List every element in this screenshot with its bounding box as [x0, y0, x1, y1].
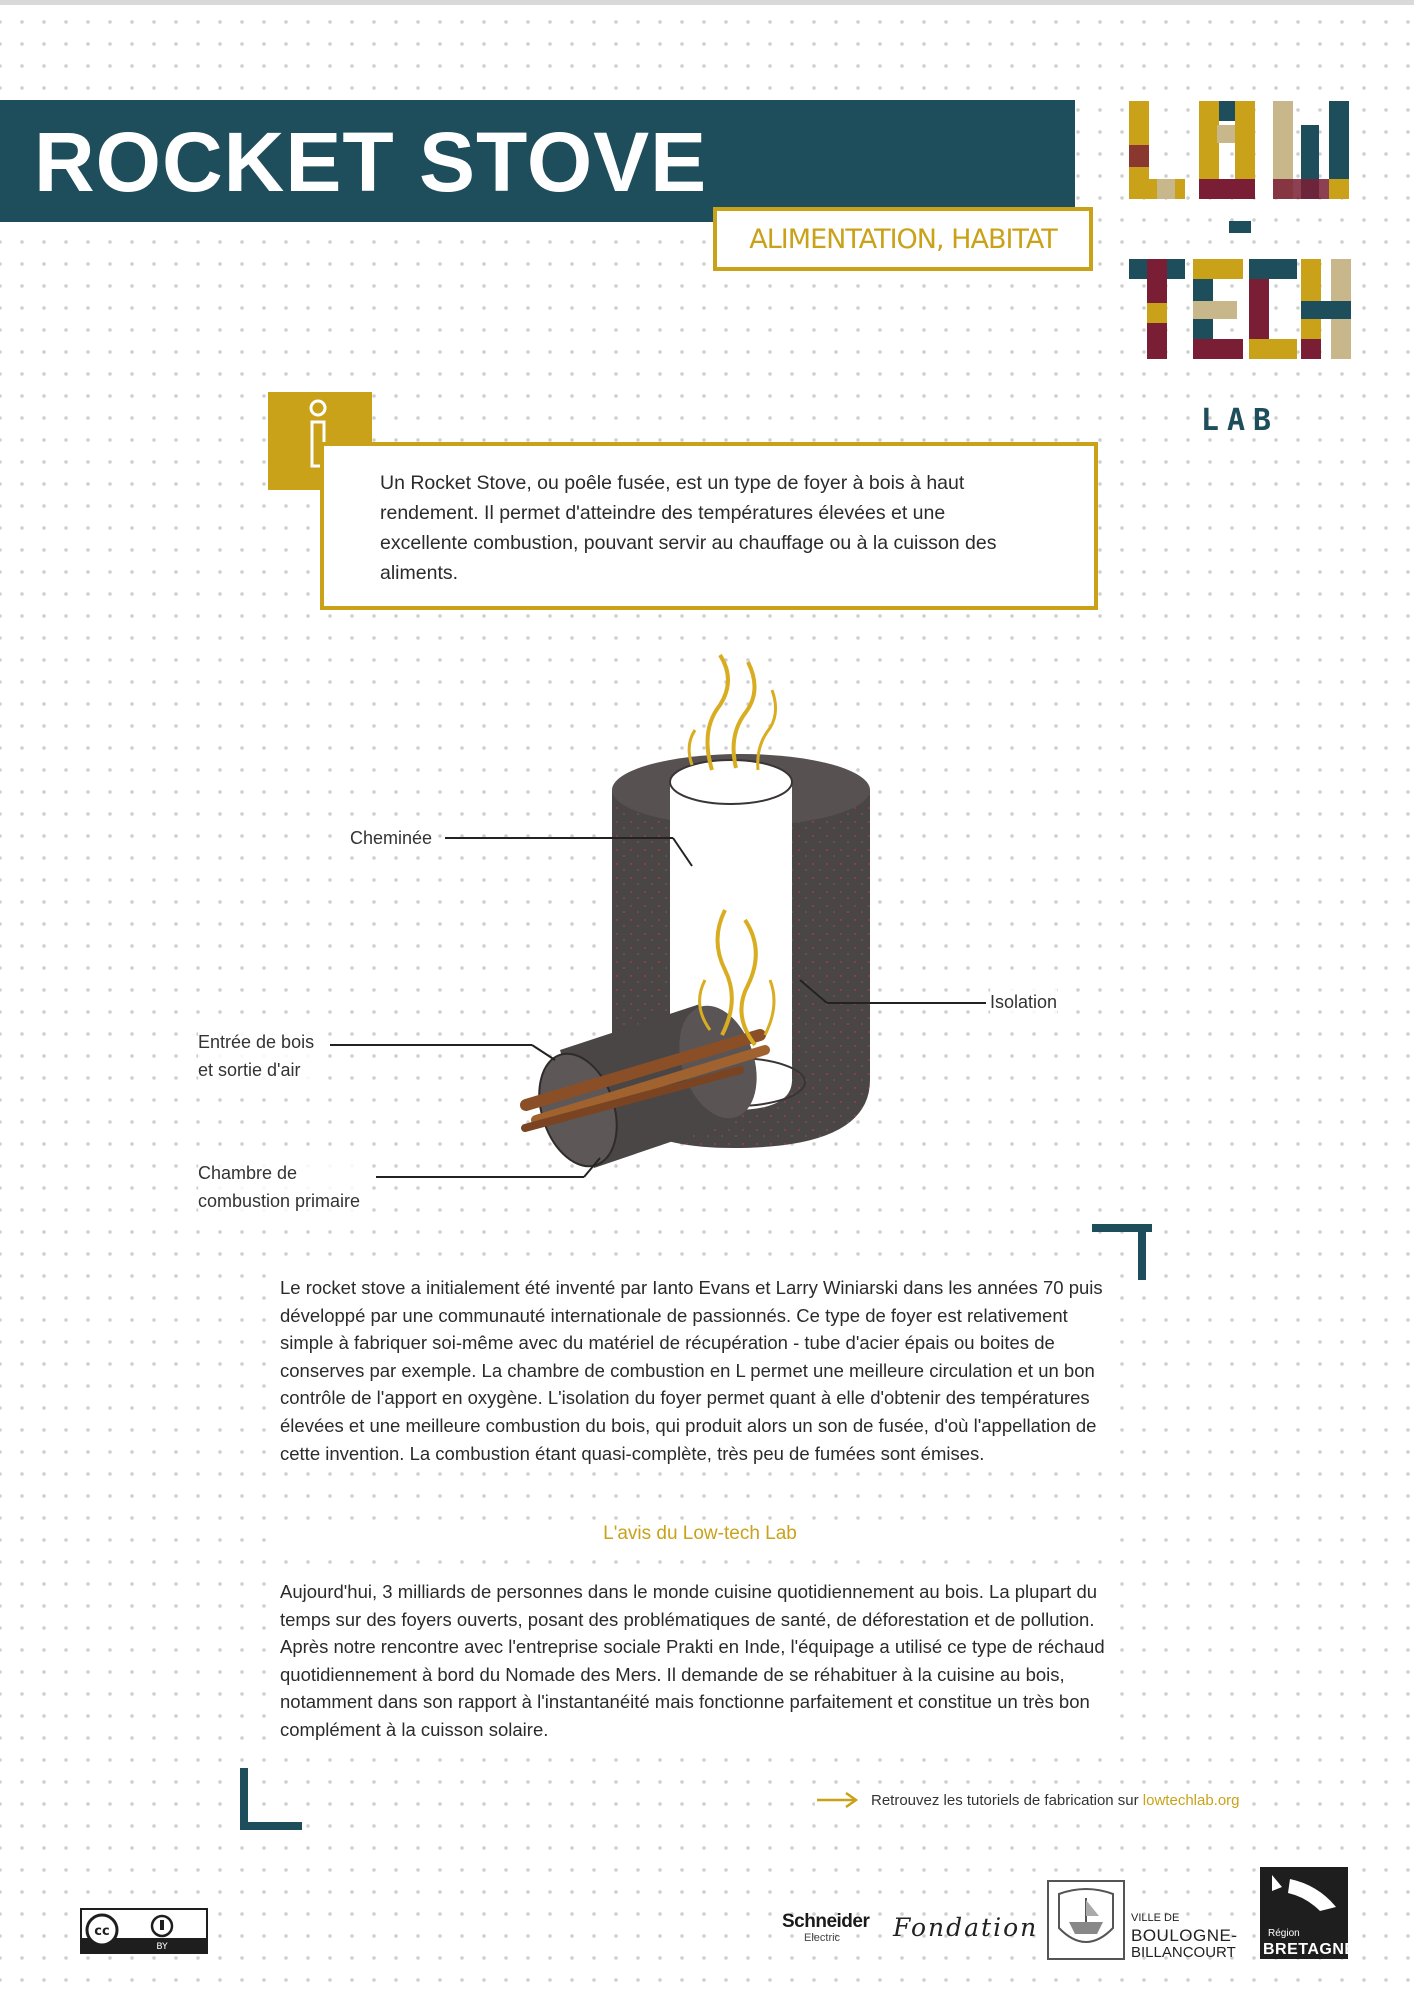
label-wood-inlet: [198, 1028, 314, 1084]
low-tech-lab-logo: [1125, 95, 1355, 440]
rocket-stove-diagram: [180, 650, 1120, 1210]
label-chimney: Cheminée: [350, 824, 432, 852]
body-paragraph-1: Le rocket stove a initialement été inventé par Ianto Evans et Larry Winiarski dans les années 70 puis développé par une communauté internationale de passionnés. Ce type de foyer est relativement simple à fabriquer soi-même avec du matériel de récupération - tube d'acier épais ou boites de conserves par exemple. La chambre de combustion en L permet une meilleure circulation et un bon contrôle de l'apport en oxygène. L'isolation du foyer permet quant à elle d'obtenir des températures élevées et une meilleure combustion du bois, qui produit alors un son de fusée, d'où l'appellation de cette invention. La combustion étant quasi-complète, très peu de fumées sont émises.: [280, 1274, 1120, 1467]
tutorial-line: [815, 1785, 1240, 1815]
cc-by-badge: [80, 1908, 208, 1954]
arrow-right-icon: [815, 1791, 859, 1809]
schneider-logo: [782, 1912, 880, 1944]
label-primary-chamber-line2: combustion primaire: [198, 1191, 361, 1211]
boulogne-text: [1131, 1910, 1238, 1961]
logo-lab-text: LAB: [1200, 403, 1280, 438]
intro-box: [320, 442, 1098, 610]
svg-text:cc: cc: [94, 1924, 110, 1939]
ville-billancourt: BILLANCOURT: [1131, 1944, 1236, 1961]
region-bretagne: BRETAGNE: [1263, 1941, 1356, 1958]
label-insulation: Isolation: [990, 988, 1057, 1016]
bretagne-ermine-icon: [1260, 1867, 1348, 1923]
boulogne-crest-icon: [1047, 1880, 1125, 1960]
ville-boulogne: BOULOGNE-: [1131, 1926, 1238, 1945]
corner-bracket-top-right: [1092, 1220, 1152, 1280]
corner-bracket-bottom-left: [236, 1768, 302, 1834]
creative-commons-icon: [82, 1910, 206, 1952]
page-title: ROCKET STOVE: [34, 115, 708, 209]
label-primary-chamber-line1: Chambre de: [198, 1163, 298, 1183]
tutorial-text: [871, 1792, 1240, 1809]
category-tag: ALIMENTATION, HABITAT: [713, 207, 1093, 271]
bretagne-logo: [1260, 1867, 1356, 1959]
label-wood-inlet-line2: et sortie d'air: [198, 1060, 301, 1080]
cc-by-text: BY: [156, 1942, 168, 1952]
intro-text: Un Rocket Stove, ou poêle fusée, est un type de foyer à bois à haut rendement. Il permet d'atteindre des températures élevées et une excellente combustion, pouvant servir au chauffage ou à la cuisson des aliments.: [380, 472, 997, 584]
ville-de: VILLE DE: [1131, 1912, 1180, 1924]
label-primary-chamber: [198, 1159, 360, 1215]
rocket-stove-illustration: [180, 650, 1120, 1210]
label-wood-inlet-line1: Entrée de bois: [198, 1032, 315, 1052]
avis-heading: L'avis du Low-tech Lab: [280, 1523, 1120, 1545]
top-border: [0, 0, 1414, 5]
schneider-sub: Electric: [804, 1932, 841, 1944]
lowtechlab-link[interactable]: lowtechlab.org: [1142, 1791, 1240, 1809]
region-label: Région: [1268, 1928, 1300, 1939]
schneider-name: Schneider: [782, 1911, 870, 1932]
fondation-text: Fondation: [893, 1913, 1039, 1942]
body-paragraph-2: Aujourd'hui, 3 milliards de personnes dans le monde cuisine quotidiennement au bois. La plupart du temps sur des foyers ouverts, posant des problématiques de santé, de déforestation et de pollution. Après notre rencontre avec l'entreprise sociale Prakti en Inde, l'équipage a utilisé ce type de réchaud quotidiennement à bord du Nomade des Mers. Il demande de se réhabituer à la cuisine au bois, notamment dans son rapport à l'instantanéité mais fonctionne parfaitement et constitue un très bon complément à la cuisson solaire.: [280, 1578, 1120, 1744]
tutorial-prefix: Retrouvez les tutoriels de fabrication sur: [871, 1791, 1143, 1809]
